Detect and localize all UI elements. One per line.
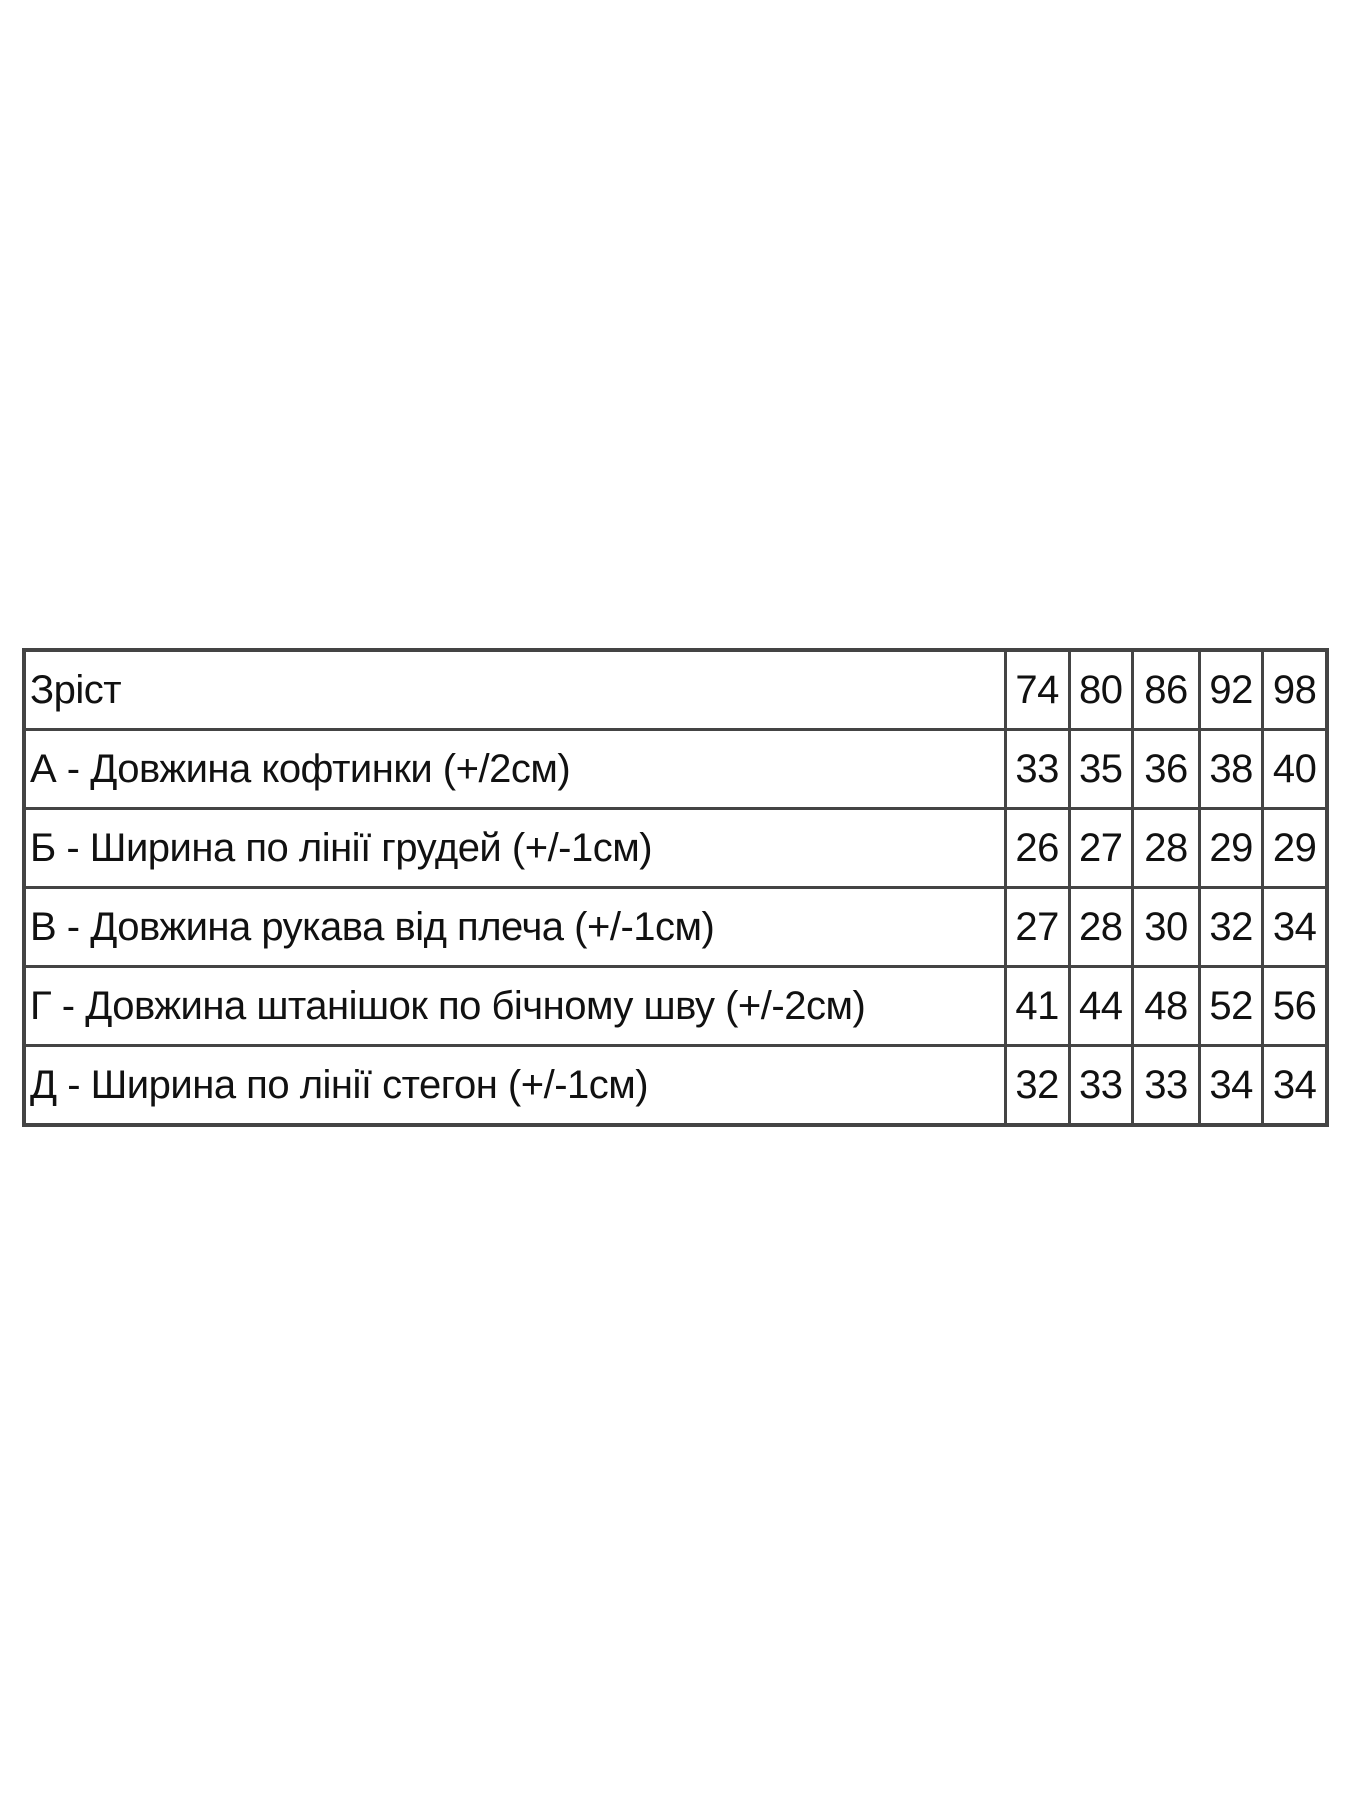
measurement-value: 34: [1263, 888, 1327, 967]
size-header-cell: 98: [1263, 650, 1327, 730]
size-table: [22, 648, 1329, 1127]
measurement-value: 52: [1200, 967, 1263, 1046]
table-row: [24, 730, 1327, 809]
measurement-label: Г - Довжина штанішок по бічному шву (+/-2см): [24, 967, 1005, 1046]
measurement-label: Д - Ширина по лінії стегон (+/-1см): [24, 1046, 1005, 1126]
measurement-value: 36: [1132, 730, 1199, 809]
table-row: [24, 809, 1327, 888]
table-header-row: [24, 650, 1327, 730]
measurement-value: 56: [1263, 967, 1327, 1046]
measurement-value: 44: [1069, 967, 1132, 1046]
measurement-value: 33: [1069, 1046, 1132, 1126]
measurement-value: 32: [1005, 1046, 1069, 1126]
measurement-value: 32: [1200, 888, 1263, 967]
table-row: [24, 967, 1327, 1046]
measurement-value: 28: [1069, 888, 1132, 967]
measurement-label: А - Довжина кофтинки (+/2см): [24, 730, 1005, 809]
measurement-value: 28: [1132, 809, 1199, 888]
measurement-value: 26: [1005, 809, 1069, 888]
measurement-value: 48: [1132, 967, 1199, 1046]
size-header-cell: 92: [1200, 650, 1263, 730]
table-row: [24, 1046, 1327, 1126]
measurement-value: 41: [1005, 967, 1069, 1046]
measurement-value: 30: [1132, 888, 1199, 967]
measurement-value: 40: [1263, 730, 1327, 809]
table-row: [24, 888, 1327, 967]
size-header-cell: 74: [1005, 650, 1069, 730]
measurement-value: 33: [1005, 730, 1069, 809]
measurement-value: 33: [1132, 1046, 1199, 1126]
measurement-value: 29: [1263, 809, 1327, 888]
height-label: Зріст: [24, 650, 1005, 730]
measurement-value: 27: [1005, 888, 1069, 967]
measurement-value: 38: [1200, 730, 1263, 809]
measurement-value: 34: [1263, 1046, 1327, 1126]
measurement-value: 29: [1200, 809, 1263, 888]
measurement-label: В - Довжина рукава від плеча (+/-1см): [24, 888, 1005, 967]
measurement-value: 35: [1069, 730, 1132, 809]
measurement-value: 27: [1069, 809, 1132, 888]
size-header-cell: 86: [1132, 650, 1199, 730]
measurement-value: 34: [1200, 1046, 1263, 1126]
size-chart: [22, 648, 1329, 1127]
size-header-cell: 80: [1069, 650, 1132, 730]
measurement-label: Б - Ширина по лінії грудей (+/-1см): [24, 809, 1005, 888]
